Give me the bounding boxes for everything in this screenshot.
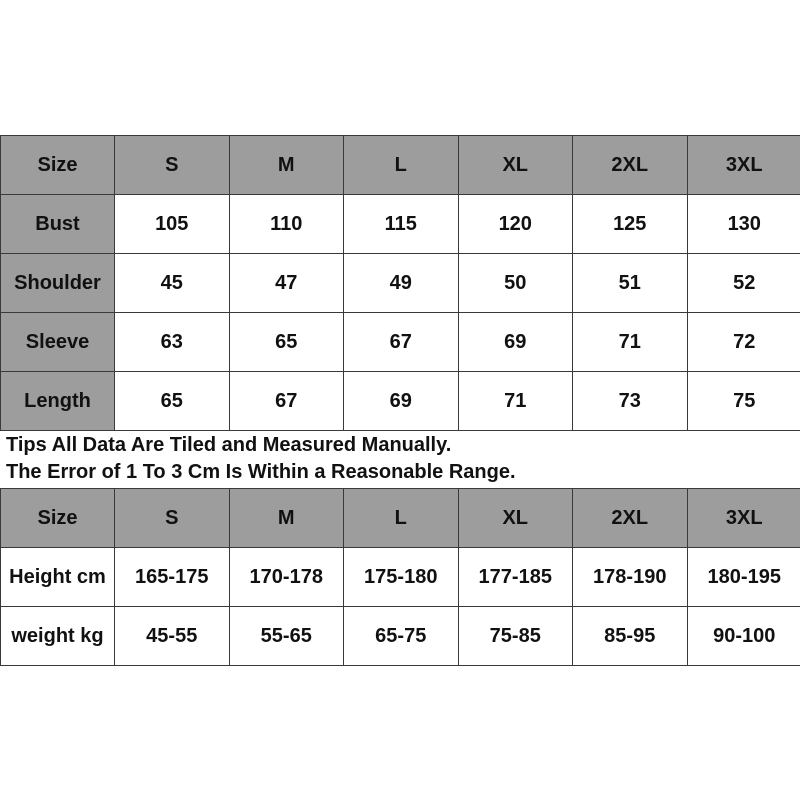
row-label: Length [1, 372, 115, 431]
table-cell: 178-190 [573, 548, 688, 607]
header-cell: L [344, 136, 459, 195]
size-recommendation-table [0, 488, 800, 666]
table-cell: 177-185 [458, 548, 573, 607]
table-row [1, 195, 800, 254]
tips-line: Tips All Data Are Tiled and Measured Manually. [6, 434, 452, 456]
table-cell: 69 [458, 313, 573, 372]
table-cell: 85-95 [573, 607, 688, 666]
header-cell: S [115, 489, 230, 548]
table-cell: 170-178 [229, 548, 344, 607]
table-header-row [1, 489, 800, 548]
row-label: Bust [1, 195, 115, 254]
header-cell: Size [1, 136, 115, 195]
table-cell: 67 [344, 313, 459, 372]
table-cell: 105 [115, 195, 230, 254]
header-cell: M [229, 136, 344, 195]
table-row [1, 548, 800, 607]
table-cell: 110 [229, 195, 344, 254]
table-cell: 73 [573, 372, 688, 431]
table-cell: 115 [344, 195, 459, 254]
table-row [1, 254, 800, 313]
header-cell: 3XL [687, 489, 800, 548]
table-row [1, 313, 800, 372]
table-cell: 63 [115, 313, 230, 372]
table-header-row [1, 136, 800, 195]
table-cell: 180-195 [687, 548, 800, 607]
table-cell: 65 [115, 372, 230, 431]
table-cell: 130 [687, 195, 800, 254]
table-cell: 47 [229, 254, 344, 313]
table-cell: 52 [687, 254, 800, 313]
header-cell: 2XL [573, 489, 688, 548]
tips-line: The Error of 1 To 3 Cm Is Within a Reasonable Range. [6, 461, 516, 483]
measurement-table [0, 135, 800, 431]
table-cell: 71 [458, 372, 573, 431]
row-label: Shoulder [1, 254, 115, 313]
header-cell: Size [1, 489, 115, 548]
header-cell: 2XL [573, 136, 688, 195]
header-cell: S [115, 136, 230, 195]
table-cell: 120 [458, 195, 573, 254]
row-label: Sleeve [1, 313, 115, 372]
header-cell: XL [458, 489, 573, 548]
table-cell: 45-55 [115, 607, 230, 666]
table-cell: 72 [687, 313, 800, 372]
table-cell: 75-85 [458, 607, 573, 666]
table-cell: 71 [573, 313, 688, 372]
table-cell: 75 [687, 372, 800, 431]
table-cell: 50 [458, 254, 573, 313]
table-cell: 45 [115, 254, 230, 313]
table-row [1, 607, 800, 666]
table-cell: 175-180 [344, 548, 459, 607]
header-cell: M [229, 489, 344, 548]
table-cell: 90-100 [687, 607, 800, 666]
table-cell: 67 [229, 372, 344, 431]
row-label: Height cm [1, 548, 115, 607]
table-cell: 65-75 [344, 607, 459, 666]
table-cell: 55-65 [229, 607, 344, 666]
table-cell: 49 [344, 254, 459, 313]
row-label: weight kg [1, 607, 115, 666]
measurement-tips [6, 432, 516, 486]
table-cell: 69 [344, 372, 459, 431]
table-cell: 165-175 [115, 548, 230, 607]
table-cell: 65 [229, 313, 344, 372]
header-cell: XL [458, 136, 573, 195]
header-cell: L [344, 489, 459, 548]
table-cell: 125 [573, 195, 688, 254]
table-cell: 51 [573, 254, 688, 313]
table-row [1, 372, 800, 431]
header-cell: 3XL [687, 136, 800, 195]
